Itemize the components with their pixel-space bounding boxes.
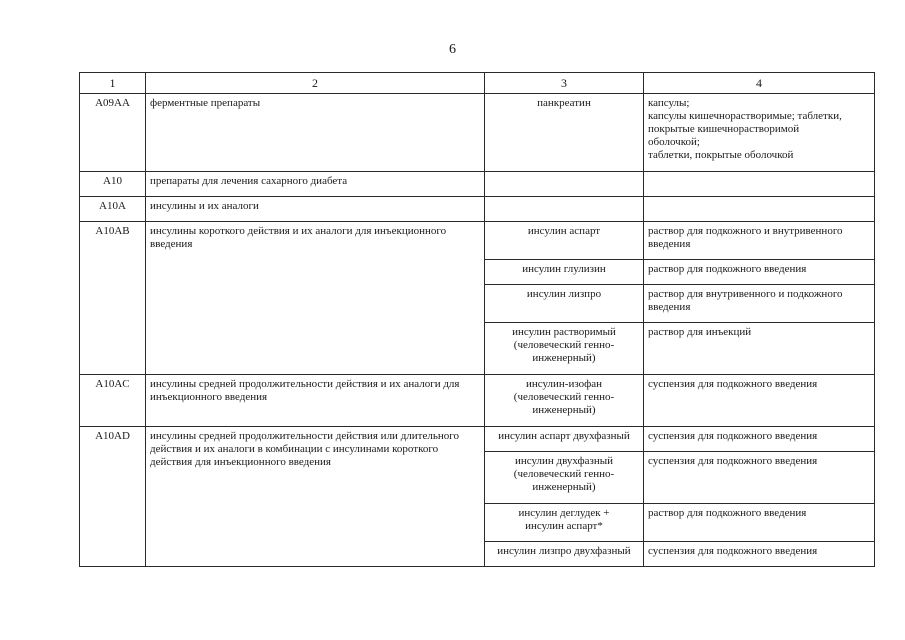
table-header-row bbox=[80, 73, 875, 94]
atc-code: A10AD bbox=[80, 427, 146, 567]
drug-name-line: инсулин аспарт bbox=[527, 225, 601, 237]
dosage-form bbox=[644, 542, 875, 567]
drug-name bbox=[485, 197, 644, 222]
pharmacological-group: инсулины и их аналоги bbox=[146, 197, 485, 222]
dosage-form-line: раствор для внутривенного и подкожного bbox=[648, 288, 843, 300]
drug-name-line: инсулин аспарт двухфазный bbox=[498, 430, 630, 442]
page-number: 6 bbox=[449, 42, 456, 57]
atc-code: A10A bbox=[80, 197, 146, 222]
dosage-form bbox=[644, 504, 875, 542]
column-header-group: 2 bbox=[146, 73, 485, 94]
drug-name bbox=[485, 260, 644, 285]
pharmacological-group: препараты для лечения сахарного диабета bbox=[146, 172, 485, 197]
drug-name-line: инсулин растворимый bbox=[512, 326, 616, 338]
drug-name-line: (человеческий генно- bbox=[513, 468, 615, 480]
table-body bbox=[80, 94, 875, 567]
drug-name-line: инженерный) bbox=[532, 404, 596, 416]
drug-name-line: инсулин деглудек + bbox=[518, 507, 610, 519]
drug-name-line: панкреатин bbox=[537, 97, 591, 109]
table-row bbox=[80, 222, 875, 260]
pharmacological-group: инсулины средней продолжительности действия или длительного действия и их аналоги в комбинации с инсулинами короткого действия для инъекционного введения bbox=[146, 427, 485, 567]
dosage-form-line: раствор для подкожного введения bbox=[648, 263, 807, 275]
pharmacological-group: ферментные препараты bbox=[146, 94, 485, 172]
table-row bbox=[80, 427, 875, 452]
drug-table bbox=[79, 72, 875, 567]
drug-name-line: инженерный) bbox=[532, 481, 596, 493]
pharmacological-group: инсулины средней продолжительности действия и их аналоги для инъекционного введения bbox=[146, 375, 485, 427]
dosage-form-line: суспензия для подкожного введения bbox=[648, 378, 818, 390]
pharmacological-group: инсулины короткого действия и их аналоги для инъекционного введения bbox=[146, 222, 485, 375]
dosage-form bbox=[644, 427, 875, 452]
dosage-form bbox=[644, 452, 875, 504]
dosage-form-line: суспензия для подкожного введения bbox=[648, 430, 818, 442]
dosage-form bbox=[644, 94, 875, 172]
drug-name-line: (человеческий генно- bbox=[513, 339, 615, 351]
dosage-form-line: таблетки, покрытые оболочкой bbox=[648, 149, 794, 161]
table-row bbox=[80, 172, 875, 197]
dosage-form-line: покрытые кишечнорастворимой bbox=[648, 123, 800, 135]
table-row bbox=[80, 94, 875, 172]
drug-name bbox=[485, 172, 644, 197]
dosage-form bbox=[644, 260, 875, 285]
dosage-form-line: оболочкой; bbox=[648, 136, 700, 148]
dosage-form-line: введения bbox=[648, 238, 691, 250]
atc-code: A10AB bbox=[80, 222, 146, 375]
drug-name-line: инженерный) bbox=[532, 352, 596, 364]
column-header-code: 1 bbox=[80, 73, 146, 94]
drug-name bbox=[485, 285, 644, 323]
drug-name-line: инсулин лизпро двухфазный bbox=[497, 545, 631, 557]
drug-name bbox=[485, 542, 644, 567]
dosage-form-line: введения bbox=[648, 301, 691, 313]
dosage-form-line: раствор для подкожного и внутривенного bbox=[648, 225, 843, 237]
table-row bbox=[80, 197, 875, 222]
column-header-form: 4 bbox=[644, 73, 875, 94]
drug-name bbox=[485, 427, 644, 452]
drug-name-line: инсулин глулизин bbox=[522, 263, 606, 275]
drug-name-line: инсулин лизпро bbox=[526, 288, 602, 300]
atc-code: A09AA bbox=[80, 94, 146, 172]
drug-name-line: (человеческий генно- bbox=[513, 391, 615, 403]
drug-name bbox=[485, 375, 644, 427]
dosage-form-line: раствор для подкожного введения bbox=[648, 507, 807, 519]
drug-name-line: инсулин двухфазный bbox=[514, 455, 614, 467]
dosage-form-line: капсулы кишечнорастворимые; таблетки, bbox=[648, 110, 842, 122]
dosage-form bbox=[644, 375, 875, 427]
atc-code: A10AC bbox=[80, 375, 146, 427]
dosage-form bbox=[644, 222, 875, 260]
column-header-drug: 3 bbox=[485, 73, 644, 94]
dosage-form bbox=[644, 197, 875, 222]
drug-name-line: инсулин-изофан bbox=[525, 378, 603, 390]
dosage-form-line: капсулы; bbox=[648, 97, 690, 109]
dosage-form bbox=[644, 172, 875, 197]
dosage-form-line: раствор для инъекций bbox=[648, 326, 752, 338]
dosage-form-line: суспензия для подкожного введения bbox=[648, 455, 818, 467]
drug-name bbox=[485, 504, 644, 542]
drug-name bbox=[485, 452, 644, 504]
drug-name bbox=[485, 94, 644, 172]
table-row bbox=[80, 375, 875, 427]
dosage-form-line: суспензия для подкожного введения bbox=[648, 545, 818, 557]
dosage-form bbox=[644, 323, 875, 375]
drug-name bbox=[485, 222, 644, 260]
dosage-form bbox=[644, 285, 875, 323]
drug-name bbox=[485, 323, 644, 375]
drug-name-line: инсулин аспарт* bbox=[525, 520, 603, 532]
atc-code: A10 bbox=[80, 172, 146, 197]
